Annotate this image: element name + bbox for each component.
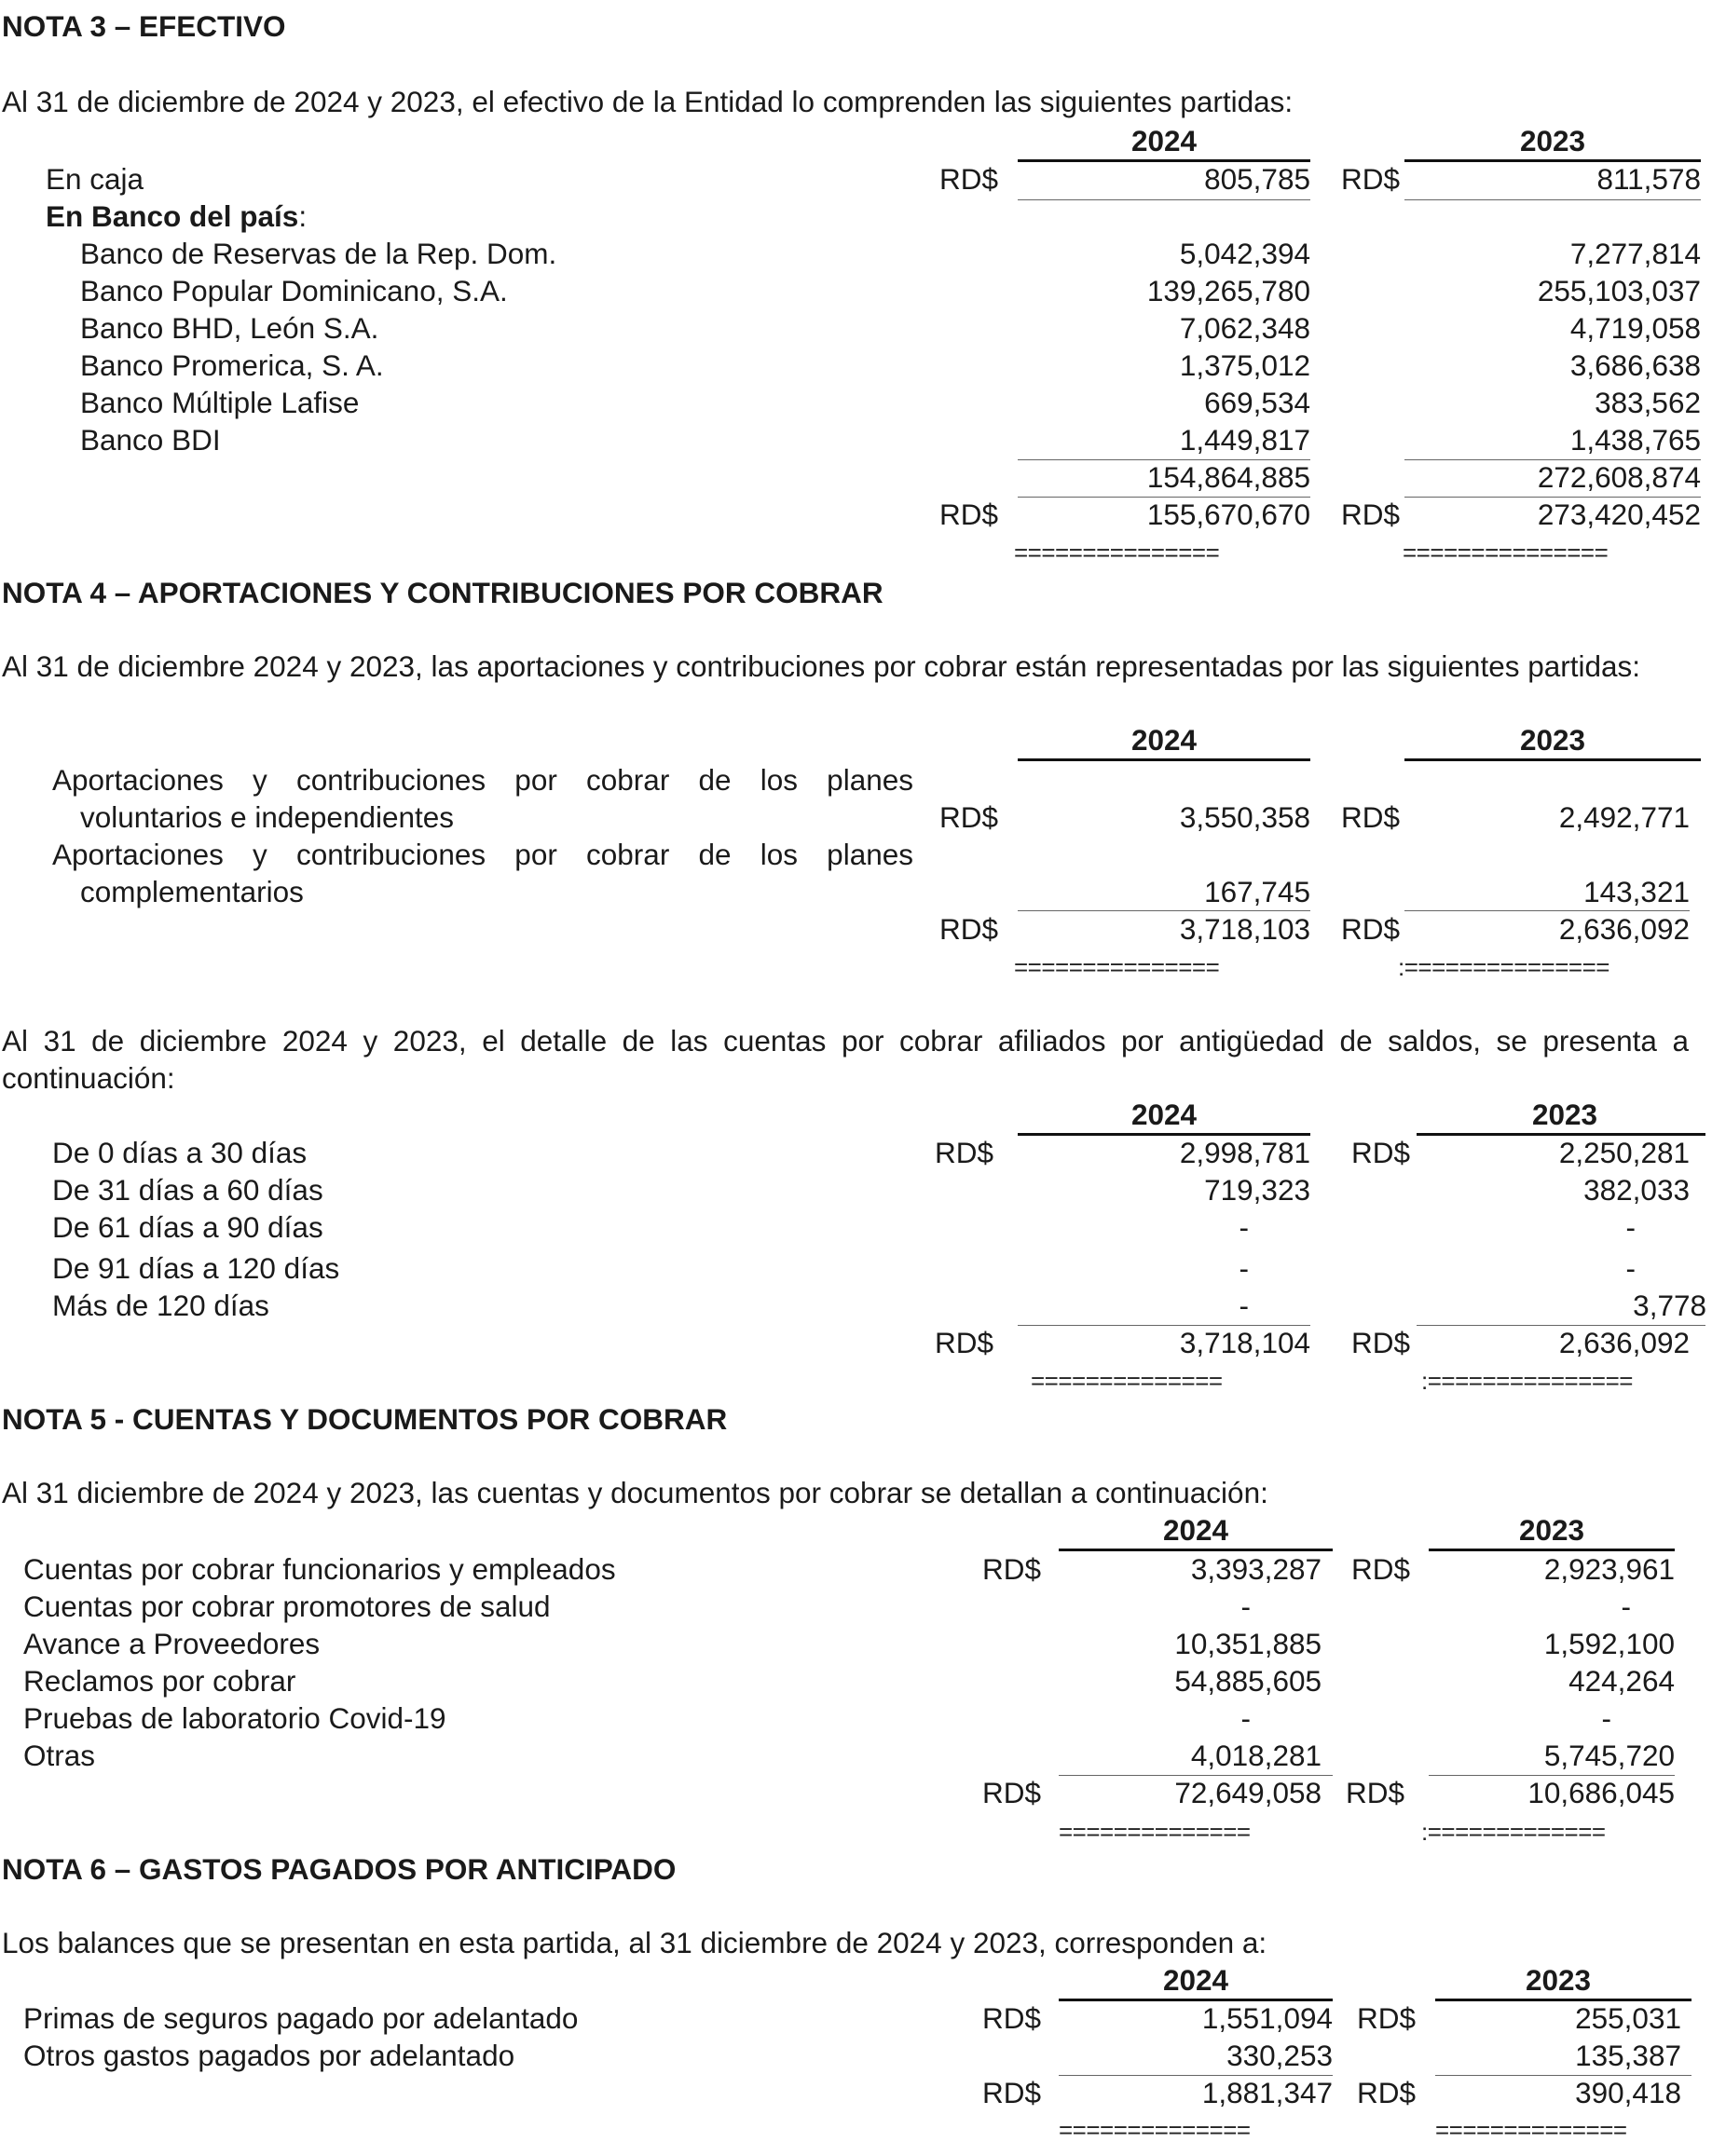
nota4b-total-currency-2024: RD$	[935, 1326, 994, 1359]
table-row-value-2023: 2,250,281	[1558, 1136, 1690, 1169]
table-row-value-2024: 4,018,281	[1190, 1739, 1322, 1772]
nota4-row1-currency-2024: RD$	[939, 800, 999, 834]
nota3-caja-rule-2023	[1404, 199, 1701, 200]
table-row-value-2024: -	[1240, 1590, 1251, 1623]
nota4-title: NOTA 4 – APORTACIONES Y CONTRIBUCIONES POR COBRAR	[2, 576, 883, 609]
table-row-value-2023: 424,264	[1568, 1664, 1675, 1698]
nota4-row1-line1: Aportaciones y contribuciones por cobrar de los planes	[52, 763, 913, 797]
nota4-row1-value-2024: 3,550,358	[1179, 800, 1310, 834]
table-row-label: Cuentas por cobrar funcionarios y empleados	[23, 1552, 616, 1586]
table-row-value-2023: 2,923,961	[1543, 1552, 1675, 1586]
list-item-value-2024: 1,375,012	[1179, 348, 1310, 382]
list-item: Banco de Reservas de la Rep. Dom.	[80, 237, 557, 270]
nota4-double-rule-2023: :===============	[1398, 953, 1609, 981]
list-item-value-2023: 7,277,814	[1569, 237, 1701, 270]
nota4-total-currency-2023: RD$	[1341, 912, 1401, 946]
list-item: Banco Múltiple Lafise	[80, 386, 360, 419]
list-item-value-2023: 3,686,638	[1569, 348, 1701, 382]
table-row-value-2023: 255,031	[1575, 2001, 1681, 2035]
table-row-value-2024: 10,351,885	[1174, 1627, 1322, 1660]
nota3-total-2024: 155,670,670	[1146, 498, 1310, 531]
list-item-value-2024: 669,534	[1204, 386, 1310, 419]
nota4b-total-2023: 2,636,092	[1558, 1326, 1690, 1359]
table-row-value-2024: 1,551,094	[1201, 2001, 1333, 2035]
nota4b-intro: Al 31 de diciembre 2024 y 2023, el detalle de las cuentas por cobrar afiliados por antigüedad de saldos, se presenta a continuación:	[2, 1024, 1689, 1095]
list-item-value-2024: 139,265,780	[1146, 274, 1310, 307]
nota3-total-currency-2024: RD$	[939, 498, 999, 531]
nota4-row2-value-2023: 143,321	[1583, 875, 1690, 908]
nota4-row1-currency-2023: RD$	[1341, 800, 1401, 834]
table-row-label: Pruebas de laboratorio Covid-19	[23, 1701, 446, 1735]
nota4-total-2024: 3,718,103	[1179, 912, 1310, 946]
nota5-row1-currency-2024: RD$	[982, 1552, 1042, 1586]
nota6-title: NOTA 6 – GASTOS PAGADOS POR ANTICIPADO	[2, 1852, 677, 1886]
nota6-total-currency-2024: RD$	[982, 2076, 1042, 2109]
table-row-value-2024: -	[1239, 1251, 1249, 1285]
nota3-caja-currency-2023: RD$	[1341, 162, 1401, 196]
table-row-value-2023: 1,592,100	[1543, 1627, 1675, 1660]
nota4-total-rule-2024	[1018, 910, 1310, 911]
nota6-year-2023: 2023	[1525, 1963, 1592, 1997]
nota3-subtotal-2024: 154,864,885	[1146, 460, 1310, 494]
nota4-row2-line1: Aportaciones y contribuciones por cobrar de los planes	[52, 838, 913, 871]
table-row-value-2023: 3,778	[1633, 1289, 1706, 1322]
nota3-year-2023: 2023	[1519, 124, 1586, 157]
nota4b-double-rule-2023: :===============	[1421, 1367, 1633, 1395]
nota3-intro: Al 31 de diciembre de 2024 y 2023, el efectivo de la Entidad lo comprenden las siguientes partidas:	[2, 85, 1294, 118]
table-row-value-2024: 719,323	[1204, 1173, 1310, 1207]
nota4b-total-2024: 3,718,104	[1179, 1326, 1310, 1359]
table-row-label: Primas de seguros pagado por adelantado	[23, 2001, 579, 2035]
table-row-label: Otras	[23, 1739, 96, 1772]
table-row-label: De 61 días a 90 días	[52, 1210, 323, 1244]
nota3-bancos-colon: :	[298, 199, 308, 233]
nota5-year-2024: 2024	[1162, 1513, 1229, 1547]
nota4-header-rule-2024	[1018, 758, 1310, 761]
nota6-total-currency-2023: RD$	[1357, 2076, 1417, 2109]
table-row-value-2023: -	[1625, 1251, 1636, 1285]
list-item: Banco BHD, León S.A.	[80, 311, 379, 345]
table-row-value-2023: -	[1625, 1210, 1636, 1244]
nota6-row1-currency-2023: RD$	[1357, 2001, 1417, 2035]
nota3-bancos-label: En Banco del país	[46, 199, 299, 233]
nota4b-row1-currency-2024: RD$	[935, 1136, 994, 1169]
nota5-total-currency-2023: RD$	[1346, 1776, 1405, 1809]
table-row-value-2024: 2,998,781	[1179, 1136, 1310, 1169]
nota4-header-rule-2023	[1404, 758, 1701, 761]
nota3-caja-currency-2024: RD$	[939, 162, 999, 196]
nota3-year-2024: 2024	[1130, 124, 1198, 157]
nota5-double-rule-2023: :=============	[1421, 1818, 1606, 1846]
list-item-value-2024: 5,042,394	[1179, 237, 1310, 270]
nota5-header-rule-2023	[1429, 1549, 1675, 1551]
nota5-year-2023: 2023	[1518, 1513, 1585, 1547]
table-row-label: Más de 120 días	[52, 1289, 269, 1322]
nota5-intro: Al 31 diciembre de 2024 y 2023, las cuentas y documentos por cobrar se detallan a continuación:	[2, 1476, 1268, 1509]
nota6-double-rule-2024: ==============	[1059, 2116, 1251, 2144]
nota4-total-2023: 2,636,092	[1558, 912, 1690, 946]
nota3-caja-value-2024: 805,785	[1204, 162, 1310, 196]
nota4b-year-2024: 2024	[1130, 1098, 1198, 1131]
nota4-row1-value-2023: 2,492,771	[1558, 800, 1690, 834]
list-item: Banco BDI	[80, 423, 221, 457]
nota4-total-rule-2023	[1404, 910, 1690, 911]
nota3-bancos-heading	[46, 199, 308, 233]
list-item-value-2023: 4,719,058	[1569, 311, 1701, 345]
nota5-header-rule-2024	[1059, 1549, 1333, 1551]
nota6-total-2024: 1,881,347	[1201, 2076, 1333, 2109]
nota3-caja-value-2023: 811,578	[1596, 162, 1701, 196]
table-row-label: Cuentas por cobrar promotores de salud	[23, 1590, 551, 1623]
nota5-title: NOTA 5 - CUENTAS Y DOCUMENTOS POR COBRAR	[2, 1402, 728, 1436]
nota5-total-currency-2024: RD$	[982, 1776, 1042, 1809]
list-item: Banco Promerica, S. A.	[80, 348, 384, 382]
nota3-total-2023: 273,420,452	[1537, 498, 1701, 531]
nota5-double-rule-2024: ==============	[1059, 1818, 1251, 1846]
nota4b-year-2023: 2023	[1531, 1098, 1598, 1131]
nota3-double-rule-2024: ===============	[1014, 539, 1220, 566]
nota4-intro: Al 31 de diciembre 2024 y 2023, las aportaciones y contribuciones por cobrar están representadas por las siguientes partidas:	[2, 649, 1641, 683]
nota4b-row1-currency-2023: RD$	[1351, 1136, 1411, 1169]
nota4-row1-line2: voluntarios e independientes	[80, 800, 455, 834]
table-row-value-2023: -	[1601, 1701, 1611, 1735]
table-row-label: Reclamos por cobrar	[23, 1664, 296, 1698]
nota6-double-rule-2023: ==============	[1435, 2116, 1627, 2144]
nota6-total-2023: 390,418	[1575, 2076, 1681, 2109]
table-row-value-2023: 135,387	[1575, 2039, 1681, 2072]
list-item-value-2024: 1,449,817	[1179, 423, 1310, 457]
table-row-value-2024: 3,393,287	[1190, 1552, 1322, 1586]
table-row-value-2023: 382,033	[1583, 1173, 1690, 1207]
nota3-double-rule-2023: ===============	[1403, 539, 1609, 566]
nota4-double-rule-2024: ===============	[1014, 953, 1220, 981]
table-row-value-2024: -	[1239, 1210, 1249, 1244]
table-row-value-2024: -	[1239, 1289, 1249, 1322]
table-row-value-2024: 54,885,605	[1174, 1664, 1322, 1698]
nota4-row2-value-2024: 167,745	[1204, 875, 1310, 908]
nota5-total-2024: 72,649,058	[1174, 1776, 1322, 1809]
nota5-total-2023: 10,686,045	[1527, 1776, 1675, 1809]
nota6-intro: Los balances que se presentan en esta partida, al 31 diciembre de 2024 y 2023, corresponden a:	[2, 1926, 1267, 1959]
nota4b-double-rule-2024: ==============	[1031, 1367, 1223, 1395]
list-item: Banco Popular Dominicano, S.A.	[80, 274, 508, 307]
table-row-label: Otros gastos pagados por adelantado	[23, 2039, 515, 2072]
table-row-label: De 31 días a 60 días	[52, 1173, 323, 1207]
nota3-caja-rule-2024	[1018, 199, 1310, 200]
list-item-value-2023: 255,103,037	[1537, 274, 1701, 307]
nota4b-total-currency-2023: RD$	[1351, 1326, 1411, 1359]
table-row-label: De 0 días a 30 días	[52, 1136, 308, 1169]
table-row-value-2023: -	[1621, 1590, 1631, 1623]
table-row-label: De 91 días a 120 días	[52, 1251, 340, 1285]
list-item-value-2024: 7,062,348	[1179, 311, 1310, 345]
nota6-year-2024: 2024	[1162, 1963, 1229, 1997]
nota4-year-2024: 2024	[1130, 723, 1198, 757]
nota3-title: NOTA 3 – EFECTIVO	[2, 9, 286, 43]
nota4-total-currency-2024: RD$	[939, 912, 999, 946]
list-item-value-2023: 383,562	[1595, 386, 1701, 419]
table-row-value-2023: 5,745,720	[1543, 1739, 1675, 1772]
nota4-year-2023: 2023	[1519, 723, 1586, 757]
list-item-value-2023: 1,438,765	[1569, 423, 1701, 457]
nota6-row1-currency-2024: RD$	[982, 2001, 1042, 2035]
nota5-row1-currency-2023: RD$	[1351, 1552, 1411, 1586]
nota3-subtotal-2023: 272,608,874	[1537, 460, 1701, 494]
table-row-value-2024: 330,253	[1226, 2039, 1333, 2072]
table-row-label: Avance a Proveedores	[23, 1627, 321, 1660]
nota3-caja-label: En caja	[46, 162, 144, 196]
nota3-total-currency-2023: RD$	[1341, 498, 1401, 531]
table-row-value-2024: -	[1240, 1701, 1251, 1735]
nota4-row2-line2: complementarios	[80, 875, 304, 908]
